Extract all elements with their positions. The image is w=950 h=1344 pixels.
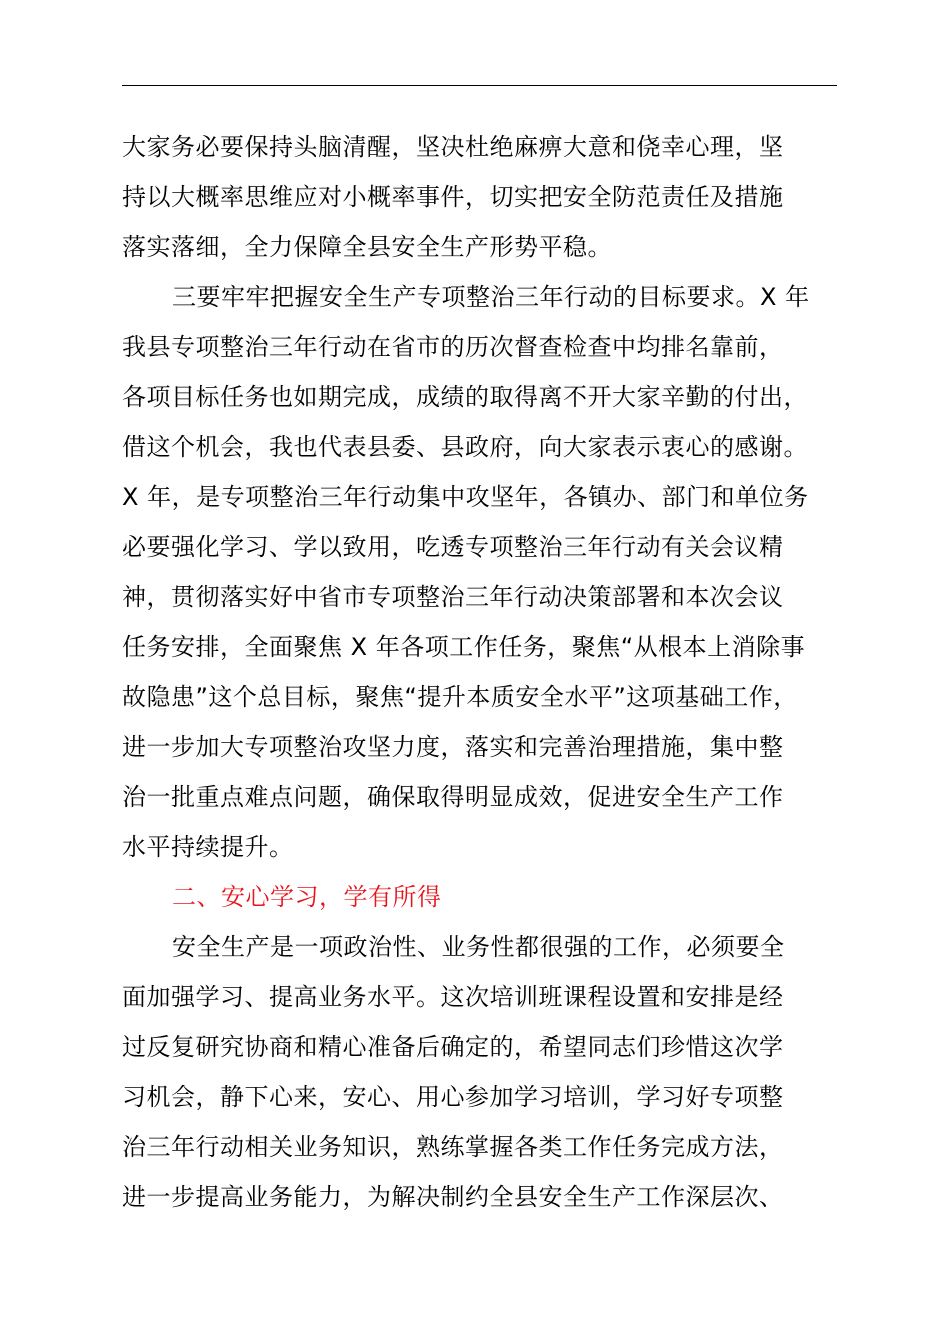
header-rule [122, 85, 837, 86]
text-line: 进一步提高业务能力，为解决制约全县安全生产工作深层次、 [122, 1183, 784, 1211]
text-line: 三要牢牢把握安全生产专项整治三年行动的目标要求。X 年 [172, 283, 810, 311]
text-line: 必要强化学习、学以致用，吃透专项整治三年行动有关会议精 [122, 533, 784, 561]
text-line: 神，贯彻落实好中省市专项整治三年行动决策部署和本次会议 [122, 583, 784, 611]
text-line: 安全生产是一项政治性、业务性都很强的工作，必须要全 [172, 933, 785, 961]
text-line: 水平持续提升。 [122, 833, 294, 861]
text-line: 进一步加大专项整治攻坚力度，落实和完善治理措施，集中整 [122, 733, 784, 761]
text-line: 落实落细，全力保障全县安全生产形势平稳。 [122, 233, 612, 261]
text-line: 故隐患”这个总目标，聚焦“提升本质安全水平”这项基础工作， [122, 683, 798, 711]
text-line: 治一批重点难点问题，确保取得明显成效，促进安全生产工作 [122, 783, 784, 811]
text-line: 借这个机会，我也代表县委、县政府，向大家表示衷心的感谢。 [122, 433, 808, 461]
text-line: 我县专项整治三年行动在省市的历次督查检查中均排名靠前， [122, 333, 784, 361]
text-line: 任务安排，全面聚焦 X 年各项工作任务，聚焦“从根本上消除事 [122, 633, 806, 661]
text-line: 各项目标任务也如期完成，成绩的取得离不开大家辛勤的付出， [122, 383, 808, 411]
text-line: 面加强学习、提高业务水平。这次培训班课程设置和安排是经 [122, 983, 784, 1011]
section-heading: 二、安心学习，学有所得 [172, 883, 442, 911]
text-line: X 年，是专项整治三年行动集中攻坚年，各镇办、部门和单位务 [122, 483, 809, 511]
text-line: 持以大概率思维应对小概率事件，切实把安全防范责任及措施 [122, 183, 784, 211]
text-line: 大家务必要保持头脑清醒，坚决杜绝麻痹大意和侥幸心理，坚 [122, 133, 784, 161]
text-line: 过反复研究协商和精心准备后确定的，希望同志们珍惜这次学 [122, 1033, 784, 1061]
text-line: 治三年行动相关业务知识，熟练掌握各类工作任务完成方法， [122, 1133, 784, 1161]
text-line: 习机会，静下心来，安心、用心参加学习培训，学习好专项整 [122, 1083, 784, 1111]
